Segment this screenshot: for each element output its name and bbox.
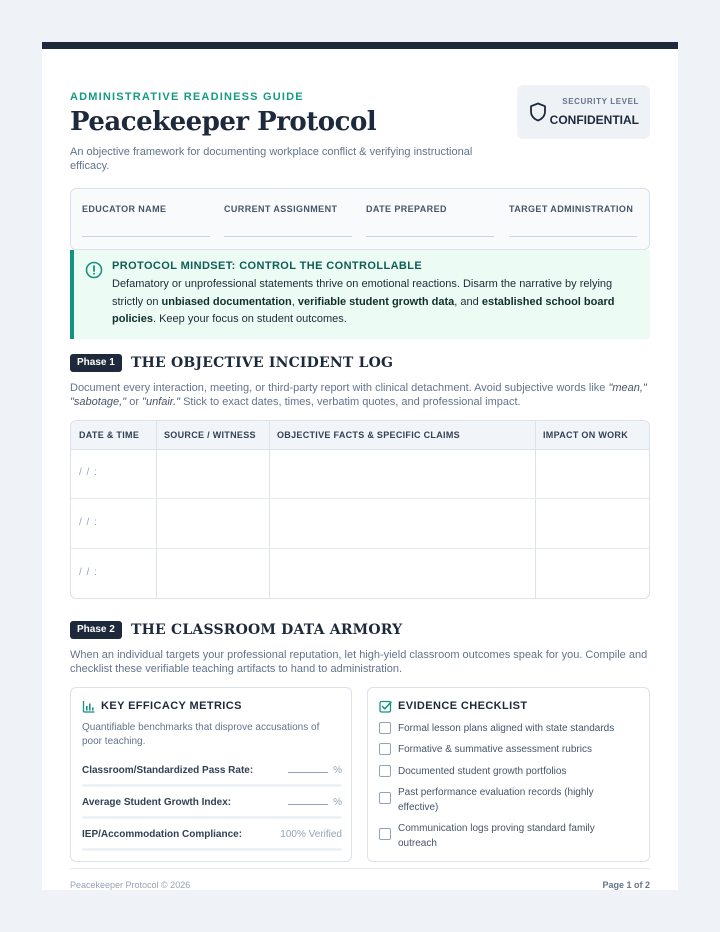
target-administration-field[interactable] [509, 204, 637, 237]
checkbox[interactable] [379, 828, 391, 840]
footer-copyright: Peacekeeper Protocol © 2026 [70, 880, 191, 890]
checklist-item-label: Documented student growth portfolios [398, 766, 567, 777]
protocol-mindset-callout [70, 250, 650, 339]
security-level-value: CONFIDENTIAL [549, 113, 639, 127]
metric-bar [82, 848, 342, 851]
current-assignment-label: CURRENT ASSIGNMENT [224, 204, 338, 214]
metrics-card-description: Quantifiable benchmarks that disprove accusations of poor teaching. [82, 722, 320, 747]
quote-mean: "mean," [608, 382, 647, 394]
current-assignment-input-line[interactable] [224, 236, 352, 237]
callout-title: PROTOCOL MINDSET: CONTROL THE CONTROLLABLE [112, 260, 423, 272]
date-prepared-field[interactable] [366, 204, 494, 237]
table-row[interactable] [71, 550, 649, 599]
callout-emphasis-policies: established school board policies [112, 295, 615, 325]
column-objective-facts: OBJECTIVE FACTS & SPECIFIC CLAIMS [277, 430, 460, 440]
callout-sep-1: , [291, 295, 298, 308]
date-time-placeholder: / / : [79, 517, 98, 528]
metric-value[interactable] [288, 797, 342, 808]
security-level-badge [517, 85, 650, 139]
checklist-item-label: Past performance evaluation records (highly effective) [398, 787, 594, 813]
metric-iep-compliance [82, 829, 342, 845]
callout-sep-2: , and [454, 295, 482, 308]
table-row[interactable] [71, 450, 649, 499]
phase-2-pill: Phase 2 [70, 621, 122, 639]
date-prepared-label: DATE PREPARED [366, 204, 447, 214]
page-subtitle: An objective framework for documenting workplace conflict & verifying instructional efficacy. [70, 146, 473, 172]
educator-name-input-line[interactable] [82, 236, 210, 237]
metric-label: Average Student Growth Index: [82, 797, 232, 808]
target-administration-input-line[interactable] [509, 236, 637, 237]
checkbox[interactable] [379, 743, 391, 755]
footer-page-number: Page 1 of 2 [602, 880, 650, 890]
evidence-checklist-card [367, 687, 650, 862]
document-page [42, 42, 678, 890]
metric-value[interactable] [288, 765, 342, 776]
metric-pass-rate [82, 765, 342, 781]
checklist-item-label: Communication logs proving standard family outreach [398, 823, 595, 849]
metrics-card-title: KEY EFFICACY METRICS [101, 700, 242, 712]
metric-growth-index [82, 797, 342, 813]
phase-2-title: THE CLASSROOM DATA ARMORY [131, 622, 403, 638]
quote-sabotage: "sabotage," [70, 396, 127, 408]
incident-log-header [71, 421, 649, 450]
metric-value: 100% Verified [280, 829, 342, 840]
guide-eyebrow: ADMINISTRATIVE READINESS GUIDE [70, 91, 304, 103]
metric-bar [82, 816, 342, 819]
metric-label: Classroom/Standardized Pass Rate: [82, 765, 254, 776]
educator-name-field[interactable] [82, 204, 210, 237]
alert-circle-icon [85, 261, 103, 279]
callout-emphasis-documentation: unbiased documentation [161, 295, 292, 308]
phase-1-desc-text: Document every interaction, meeting, or third-party report with clinical detachment. Avoid subjective words like [70, 382, 609, 394]
security-level-label: SECURITY LEVEL [562, 97, 639, 106]
date-time-placeholder: / / : [79, 467, 98, 478]
metric-blank[interactable] [288, 797, 328, 805]
phase-1-title: THE OBJECTIVE INCIDENT LOG [131, 355, 394, 371]
callout-text-1: Defamatory or unprofessional statements thrive on emotional reactions. Disarm the narrative by relying strictly on [112, 278, 613, 308]
callout-text-end: . Keep your focus on student outcomes. [152, 313, 347, 325]
target-administration-label: TARGET ADMINISTRATION [509, 204, 634, 214]
phase-1-desc-end: Stick to exact dates, times, verbatim quotes, and professional impact. [180, 396, 521, 408]
phase-1-pill: Phase 1 [70, 354, 122, 372]
metric-unit: % [333, 765, 342, 776]
phase-2-description: When an individual targets your professional reputation, let high-yield classroom outcomes speak for you. Compile and checklist these verifiable teaching artifacts to hand to administration. [70, 649, 648, 675]
metric-label: IEP/Accommodation Compliance: [82, 829, 243, 840]
footer-divider [70, 868, 650, 869]
callout-body [112, 276, 637, 329]
educator-name-label: EDUCATOR NAME [82, 204, 167, 214]
metric-blank[interactable] [288, 765, 328, 773]
checklist-card-title: EVIDENCE CHECKLIST [398, 700, 528, 712]
quote-unfair: "unfair." [142, 396, 181, 408]
current-assignment-field[interactable] [224, 204, 352, 237]
metric-bar [82, 784, 342, 787]
checkbox[interactable] [379, 792, 391, 804]
column-date-time: DATE & TIME [79, 430, 140, 440]
shield-icon [529, 102, 547, 122]
column-impact-on-work: IMPACT ON WORK [543, 430, 629, 440]
checklist-item-label: Formative & summative assessment rubrics [398, 744, 592, 755]
date-time-placeholder: / / : [79, 567, 98, 578]
checkbox-icon [379, 700, 392, 713]
checkbox[interactable] [379, 722, 391, 734]
key-efficacy-metrics-card [70, 687, 352, 862]
phase-1-description [70, 381, 650, 409]
page-title: Peacekeeper Protocol [70, 107, 377, 137]
incident-log-table [70, 420, 650, 599]
bar-chart-icon [82, 700, 95, 713]
callout-emphasis-growth-data: verifiable student growth data [297, 295, 455, 308]
checkbox[interactable] [379, 765, 391, 777]
metric-unit: % [333, 797, 342, 808]
date-prepared-input-line[interactable] [366, 236, 494, 237]
column-source-witness: SOURCE / WITNESS [164, 430, 256, 440]
phase-1-desc-or: or [126, 396, 143, 408]
checklist-item-label: Formal lesson plans aligned with state standards [398, 723, 615, 734]
educator-info-fields [70, 188, 650, 250]
table-row[interactable] [71, 500, 649, 549]
